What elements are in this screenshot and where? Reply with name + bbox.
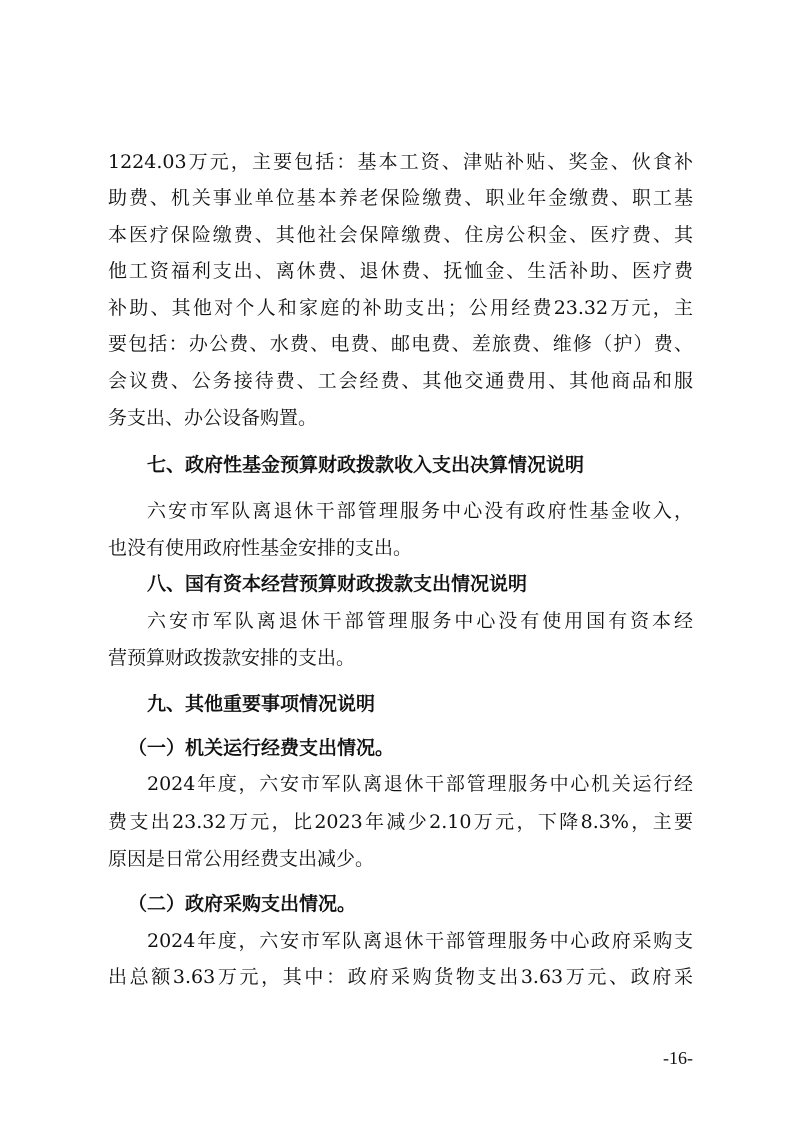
- paragraph-line: 他工资福利支出、离休费、退休费、抚恤金、生活补助、医疗费: [108, 260, 693, 282]
- paragraph-line: 要包括：办公费、水费、电费、邮电费、差旅费、维修（护）费、: [108, 333, 693, 355]
- paragraph-line: 出总额3.63万元，其中：政府采购货物支出3.63万元、政府采: [108, 966, 693, 988]
- paragraph-line: 2024年度，六安市军队离退休干部管理服务中心机关运行经: [147, 773, 693, 795]
- subsection-heading-2: （二）政府采购支出情况。: [128, 893, 357, 915]
- paragraph-line: 2024年度，六安市军队离退休干部管理服务中心政府采购支: [147, 930, 693, 952]
- section-heading-8: 八、国有资本经营预算财政拨款支出情况说明: [147, 573, 528, 595]
- paragraph-line: 补助、其他对个人和家庭的补助支出；公用经费23.32万元，主: [108, 297, 693, 319]
- section-heading-9: 九、其他重要事项情况说明: [147, 693, 376, 715]
- paragraph-line: 1224.03万元，主要包括：基本工资、津贴补贴、奖金、伙食补: [108, 151, 693, 173]
- paragraph-line: 务支出、办公设备购置。: [108, 407, 318, 429]
- paragraph-line: 本医疗保险缴费、其他社会保障缴费、住房公积金、医疗费、其: [108, 224, 693, 246]
- paragraph-line: 六安市军队离退休干部管理服务中心没有政府性基金收入，: [147, 500, 693, 522]
- paragraph-line: 费支出23.32万元，比2023年减少2.10万元，下降8.3%，主要: [108, 811, 693, 833]
- paragraph-line: 助费、机关事业单位基本养老保险缴费、职业年金缴费、职工基: [108, 187, 693, 209]
- paragraph-line: 六安市军队离退休干部管理服务中心没有使用国有资本经: [147, 610, 693, 632]
- paragraph-line: 原因是日常公用经费支出减少。: [108, 848, 375, 870]
- section-heading-7: 七、政府性基金预算财政拨款收入支出决算情况说明: [147, 454, 585, 476]
- paragraph-line: 会议费、公务接待费、工会经费、其他交通费用、其他商品和服: [108, 370, 693, 392]
- page-number: -16-: [663, 1048, 693, 1068]
- subsection-heading-1: （一）机关运行经费支出情况。: [128, 737, 395, 759]
- paragraph-line: 营预算财政拨款安排的支出。: [108, 647, 356, 669]
- paragraph-line: 也没有使用政府性基金安排的支出。: [108, 537, 413, 559]
